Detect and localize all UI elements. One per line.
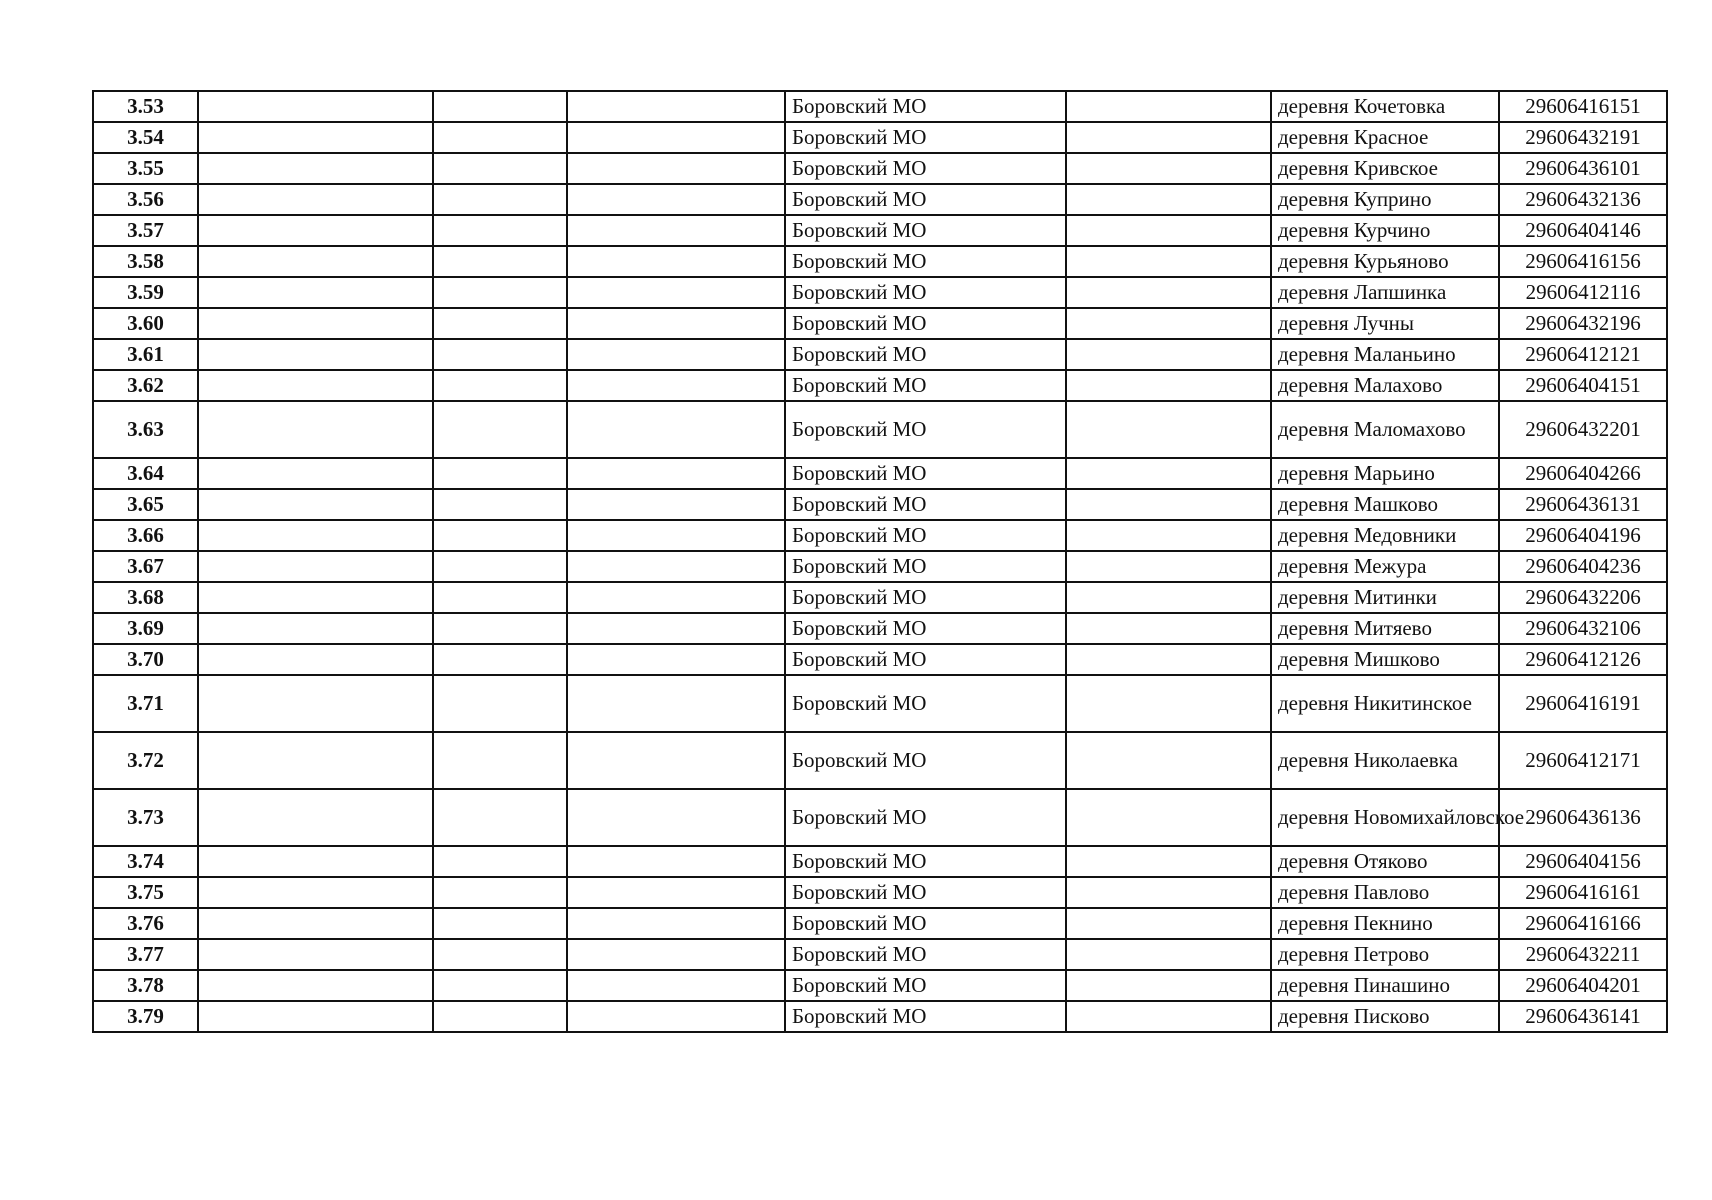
empty-cell [1066,1001,1271,1032]
table-row [93,215,1667,246]
empty-cell [433,613,567,644]
empty-cell [433,732,567,789]
row-number-cell: 3.73 [93,789,198,846]
empty-cell [1066,401,1271,458]
empty-cell [567,846,785,877]
empty-cell [1066,215,1271,246]
empty-cell [1066,91,1271,122]
oktmo-code-cell: 29606404236 [1499,551,1667,582]
table-row [93,908,1667,939]
oktmo-code-cell: 29606404196 [1499,520,1667,551]
oktmo-code-cell: 29606412126 [1499,644,1667,675]
empty-cell [567,489,785,520]
table-row [93,401,1667,458]
empty-cell [1066,613,1271,644]
oktmo-code-cell: 29606416156 [1499,246,1667,277]
row-number-cell: 3.63 [93,401,198,458]
row-number-cell: 3.67 [93,551,198,582]
row-number-cell: 3.55 [93,153,198,184]
empty-cell [1066,308,1271,339]
empty-cell [198,908,433,939]
municipality-cell: Боровский МО [785,401,1066,458]
empty-cell [1066,908,1271,939]
empty-cell [1066,732,1271,789]
empty-cell [433,122,567,153]
settlement-cell: деревня Курчино [1271,215,1499,246]
empty-cell [198,489,433,520]
table-row [93,582,1667,613]
row-number-cell: 3.76 [93,908,198,939]
empty-cell [198,339,433,370]
empty-cell [198,939,433,970]
empty-cell [567,732,785,789]
oktmo-code-cell: 29606432211 [1499,939,1667,970]
empty-cell [1066,582,1271,613]
empty-cell [567,551,785,582]
empty-cell [567,939,785,970]
empty-cell [433,939,567,970]
settlement-cell: деревня Пинашино [1271,970,1499,1001]
municipality-cell: Боровский МО [785,91,1066,122]
settlement-cell: деревня Курьяново [1271,246,1499,277]
row-number-cell: 3.58 [93,246,198,277]
empty-cell [567,122,785,153]
empty-cell [433,308,567,339]
oktmo-code-cell: 29606432136 [1499,184,1667,215]
row-number-cell: 3.60 [93,308,198,339]
table-row [93,644,1667,675]
settlement-cell: деревня Павлово [1271,877,1499,908]
oktmo-code-cell: 29606412121 [1499,339,1667,370]
empty-cell [433,520,567,551]
row-number-cell: 3.65 [93,489,198,520]
empty-cell [1066,246,1271,277]
settlement-cell: деревня Машково [1271,489,1499,520]
row-number-cell: 3.68 [93,582,198,613]
municipality-cell: Боровский МО [785,846,1066,877]
row-number-cell: 3.77 [93,939,198,970]
table-row [93,458,1667,489]
row-number-cell: 3.70 [93,644,198,675]
empty-cell [198,1001,433,1032]
municipality-cell: Боровский МО [785,458,1066,489]
empty-cell [433,551,567,582]
empty-cell [433,675,567,732]
municipality-cell: Боровский МО [785,520,1066,551]
empty-cell [567,184,785,215]
empty-cell [198,153,433,184]
settlement-cell: деревня Митяево [1271,613,1499,644]
municipality-cell: Боровский МО [785,970,1066,1001]
municipality-cell: Боровский МО [785,551,1066,582]
table-row [93,339,1667,370]
empty-cell [567,215,785,246]
empty-cell [433,184,567,215]
oktmo-code-cell: 29606416151 [1499,91,1667,122]
municipality-cell: Боровский МО [785,215,1066,246]
empty-cell [433,401,567,458]
row-number-cell: 3.72 [93,732,198,789]
empty-cell [433,91,567,122]
table-row [93,370,1667,401]
empty-cell [567,277,785,308]
empty-cell [433,153,567,184]
municipality-cell: Боровский МО [785,675,1066,732]
row-number-cell: 3.57 [93,215,198,246]
empty-cell [1066,970,1271,1001]
empty-cell [433,458,567,489]
empty-cell [567,370,785,401]
empty-cell [433,277,567,308]
empty-cell [567,91,785,122]
empty-cell [198,520,433,551]
empty-cell [198,551,433,582]
row-number-cell: 3.54 [93,122,198,153]
row-number-cell: 3.61 [93,339,198,370]
row-number-cell: 3.64 [93,458,198,489]
empty-cell [433,246,567,277]
empty-cell [433,908,567,939]
settlements-table [92,90,1668,1033]
empty-cell [198,732,433,789]
empty-cell [198,970,433,1001]
settlement-cell: деревня Красное [1271,122,1499,153]
row-number-cell: 3.66 [93,520,198,551]
empty-cell [198,215,433,246]
oktmo-code-cell: 29606436131 [1499,489,1667,520]
settlement-cell: деревня Медовники [1271,520,1499,551]
empty-cell [567,458,785,489]
empty-cell [433,489,567,520]
municipality-cell: Боровский МО [785,1001,1066,1032]
empty-cell [433,970,567,1001]
oktmo-code-cell: 29606432106 [1499,613,1667,644]
settlement-cell: деревня Межура [1271,551,1499,582]
municipality-cell: Боровский МО [785,246,1066,277]
settlement-cell: деревня Отяково [1271,846,1499,877]
empty-cell [433,789,567,846]
oktmo-code-cell: 29606404151 [1499,370,1667,401]
empty-cell [198,91,433,122]
table-row [93,789,1667,846]
empty-cell [567,908,785,939]
empty-cell [567,246,785,277]
empty-cell [567,877,785,908]
table-row [93,184,1667,215]
settlement-cell: деревня Марьино [1271,458,1499,489]
municipality-cell: Боровский МО [785,277,1066,308]
oktmo-code-cell: 29606404201 [1499,970,1667,1001]
settlement-cell: деревня Лапшинка [1271,277,1499,308]
oktmo-code-cell: 29606432206 [1499,582,1667,613]
empty-cell [1066,277,1271,308]
empty-cell [1066,153,1271,184]
table-row [93,970,1667,1001]
empty-cell [567,582,785,613]
empty-cell [567,644,785,675]
oktmo-code-cell: 29606436136 [1499,789,1667,846]
empty-cell [567,1001,785,1032]
empty-cell [567,520,785,551]
row-number-cell: 3.62 [93,370,198,401]
document-page [92,90,1666,1033]
empty-cell [1066,520,1271,551]
table-row [93,1001,1667,1032]
table-row [93,520,1667,551]
settlement-cell: деревня Куприно [1271,184,1499,215]
municipality-cell: Боровский МО [785,644,1066,675]
municipality-cell: Боровский МО [785,939,1066,970]
empty-cell [1066,877,1271,908]
municipality-cell: Боровский МО [785,370,1066,401]
empty-cell [198,308,433,339]
oktmo-code-cell: 29606416161 [1499,877,1667,908]
empty-cell [198,370,433,401]
empty-cell [433,582,567,613]
oktmo-code-cell: 29606404156 [1499,846,1667,877]
empty-cell [1066,846,1271,877]
settlement-cell: деревня Новомихайловское [1271,789,1499,846]
municipality-cell: Боровский МО [785,308,1066,339]
empty-cell [198,789,433,846]
row-number-cell: 3.69 [93,613,198,644]
settlement-cell: деревня Маломахово [1271,401,1499,458]
settlement-cell: деревня Никитинское [1271,675,1499,732]
empty-cell [198,846,433,877]
municipality-cell: Боровский МО [785,789,1066,846]
table-row [93,308,1667,339]
empty-cell [198,458,433,489]
empty-cell [198,122,433,153]
empty-cell [198,613,433,644]
row-number-cell: 3.74 [93,846,198,877]
table-row [93,877,1667,908]
table-row [93,277,1667,308]
settlement-cell: деревня Мишково [1271,644,1499,675]
row-number-cell: 3.71 [93,675,198,732]
empty-cell [1066,370,1271,401]
oktmo-code-cell: 29606404266 [1499,458,1667,489]
empty-cell [198,401,433,458]
settlement-cell: деревня Пекнино [1271,908,1499,939]
oktmo-code-cell: 29606404146 [1499,215,1667,246]
empty-cell [198,246,433,277]
table-row [93,122,1667,153]
empty-cell [198,644,433,675]
empty-cell [1066,789,1271,846]
oktmo-code-cell: 29606412171 [1499,732,1667,789]
table-row [93,153,1667,184]
empty-cell [433,644,567,675]
empty-cell [1066,184,1271,215]
table-row [93,551,1667,582]
table-row [93,246,1667,277]
empty-cell [567,789,785,846]
table-row [93,732,1667,789]
empty-cell [198,184,433,215]
oktmo-code-cell: 29606436101 [1499,153,1667,184]
settlement-cell: деревня Маланьино [1271,339,1499,370]
empty-cell [567,613,785,644]
empty-cell [1066,458,1271,489]
empty-cell [198,582,433,613]
settlement-cell: деревня Лучны [1271,308,1499,339]
empty-cell [567,401,785,458]
empty-cell [1066,122,1271,153]
settlement-cell: деревня Петрово [1271,939,1499,970]
oktmo-code-cell: 29606432201 [1499,401,1667,458]
empty-cell [433,215,567,246]
empty-cell [567,153,785,184]
municipality-cell: Боровский МО [785,732,1066,789]
table-row [93,91,1667,122]
municipality-cell: Боровский МО [785,877,1066,908]
municipality-cell: Боровский МО [785,339,1066,370]
table-body [93,91,1667,1032]
empty-cell [1066,489,1271,520]
empty-cell [1066,644,1271,675]
municipality-cell: Боровский МО [785,582,1066,613]
empty-cell [1066,675,1271,732]
municipality-cell: Боровский МО [785,908,1066,939]
oktmo-code-cell: 29606412116 [1499,277,1667,308]
row-number-cell: 3.75 [93,877,198,908]
municipality-cell: Боровский МО [785,613,1066,644]
empty-cell [433,877,567,908]
empty-cell [433,846,567,877]
oktmo-code-cell: 29606416191 [1499,675,1667,732]
empty-cell [567,970,785,1001]
settlement-cell: деревня Николаевка [1271,732,1499,789]
row-number-cell: 3.56 [93,184,198,215]
oktmo-code-cell: 29606416166 [1499,908,1667,939]
municipality-cell: Боровский МО [785,184,1066,215]
empty-cell [1066,339,1271,370]
municipality-cell: Боровский МО [785,122,1066,153]
empty-cell [567,308,785,339]
empty-cell [1066,551,1271,582]
row-number-cell: 3.53 [93,91,198,122]
oktmo-code-cell: 29606432191 [1499,122,1667,153]
table-row [93,846,1667,877]
empty-cell [433,339,567,370]
empty-cell [198,877,433,908]
table-row [93,675,1667,732]
empty-cell [567,339,785,370]
municipality-cell: Боровский МО [785,489,1066,520]
settlement-cell: деревня Кочетовка [1271,91,1499,122]
municipality-cell: Боровский МО [785,153,1066,184]
empty-cell [198,675,433,732]
empty-cell [198,277,433,308]
row-number-cell: 3.78 [93,970,198,1001]
settlement-cell: деревня Митинки [1271,582,1499,613]
row-number-cell: 3.59 [93,277,198,308]
settlement-cell: деревня Кривское [1271,153,1499,184]
oktmo-code-cell: 29606432196 [1499,308,1667,339]
settlement-cell: деревня Малахово [1271,370,1499,401]
table-row [93,489,1667,520]
empty-cell [433,370,567,401]
table-row [93,613,1667,644]
table-row [93,939,1667,970]
row-number-cell: 3.79 [93,1001,198,1032]
settlement-cell: деревня Писково [1271,1001,1499,1032]
empty-cell [567,675,785,732]
oktmo-code-cell: 29606436141 [1499,1001,1667,1032]
empty-cell [433,1001,567,1032]
empty-cell [1066,939,1271,970]
